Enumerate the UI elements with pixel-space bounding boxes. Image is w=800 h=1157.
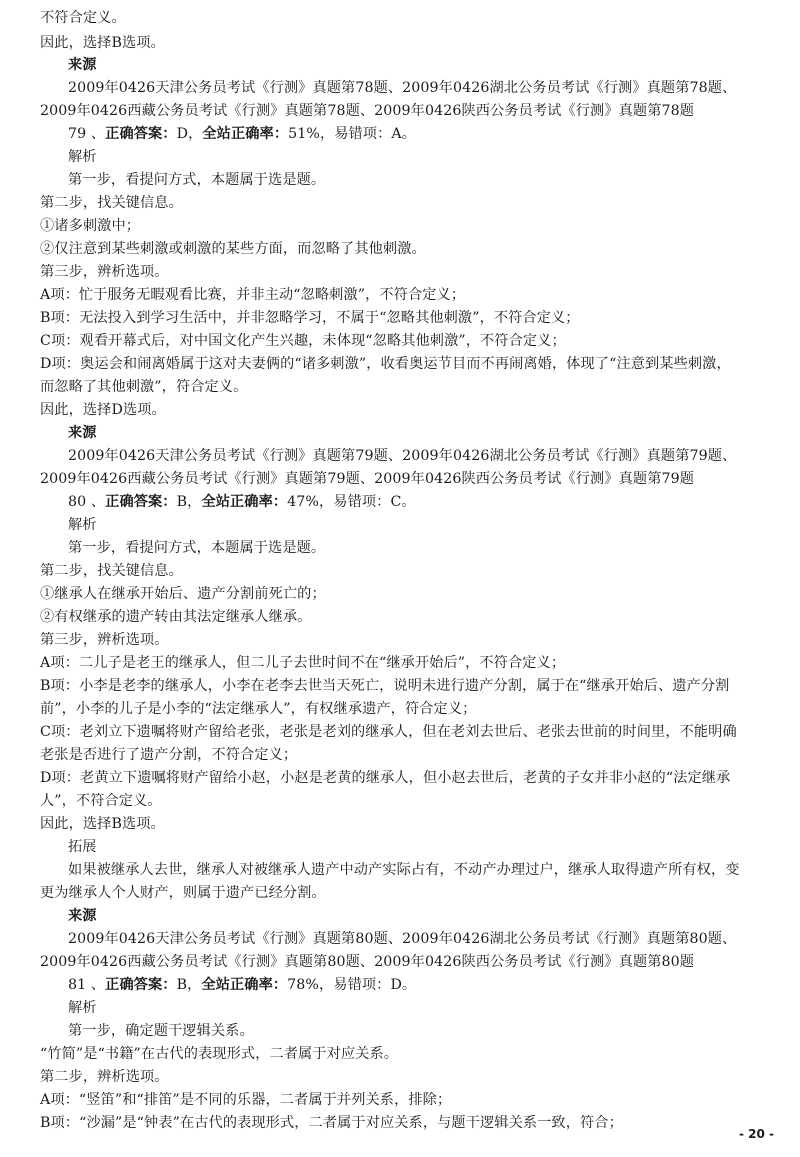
answer-label: 正确答案： (105, 126, 177, 142)
text-line: 来源 (68, 908, 97, 924)
text-line: 因此，选择B选项。 (40, 816, 165, 832)
text-line: A项：忙于服务无暇观看比赛，并非主动“忽略刺激”，不符合定义； (40, 287, 466, 303)
answer-line (68, 492, 416, 512)
answer-text: D， (176, 126, 203, 142)
text-line: 第三步，辨析选项。 (40, 264, 169, 280)
text-line: 前”，小李的儿子是小李的“法定继承人”，有权继承遗产，符合定义； (40, 701, 477, 717)
text-line: 解析 (68, 517, 97, 533)
text-line: 因此，选择D选项。 (40, 402, 166, 418)
text-line: 第二步，辨析选项。 (40, 1069, 169, 1085)
text-line: 第二步，找关键信息。 (40, 195, 183, 211)
text-line: 而忽略了其他刺激”，符合定义。 (40, 379, 248, 395)
page-number: - 20 - (738, 1127, 774, 1141)
answer-text: B， (176, 494, 202, 510)
answer-line (68, 975, 416, 995)
answer-text: 79 、 (68, 126, 106, 142)
text-line: C项：老刘立下遗嘱将财产留给老张，老张是老刘的继承人，但在老刘去世后、老张去世前的时间里，不能明确 (40, 724, 737, 740)
text-line: 来源 (68, 57, 97, 73)
text-line: 第一步，看提问方式，本题属于选是题。 (68, 172, 326, 188)
text-line: A项：“竖笛”和“排笛”是不同的乐器，二者属于并列关系，排除； (40, 1092, 452, 1108)
text-line: 2009年0426西藏公务员考试《行测》真题第78题、2009年0426陕西公务员考试《行测》真题第78题 (40, 103, 695, 119)
text-line: 更为继承人个人财产，则属于遗产已经分割。 (40, 885, 326, 901)
text-line: 2009年0426西藏公务员考试《行测》真题第79题、2009年0426陕西公务员考试《行测》真题第79题 (40, 471, 695, 487)
text-line: C项：观看开幕式后，对中国文化产生兴趣，未体现“忽略其他刺激”，不符合定义； (40, 333, 566, 349)
text-line: 第二步，找关键信息。 (40, 563, 183, 579)
text-line: 第三步，辨析选项。 (40, 632, 169, 648)
answer-label: 全站正确率： (201, 494, 288, 510)
text-line: 老张是否进行了遗产分割，不符合定义； (40, 747, 298, 763)
text-line: 解析 (68, 149, 97, 165)
text-line: 如果被继承人去世，继承人对被继承人遗产中动产实际占有，不动产办理过户，继承人取得遗产所有权，变 (68, 862, 740, 878)
text-line: 2009年0426天津公务员考试《行测》真题第79题、2009年0426湖北公务员考试《行测》真题第79题、 (68, 448, 737, 464)
text-line: ①继承人在继承开始后、遗产分割前死亡的； (40, 586, 326, 602)
text-line: 第一步，看提问方式，本题属于选是题。 (68, 540, 326, 556)
answer-text: B， (176, 977, 202, 993)
answer-label: 正确答案： (105, 977, 177, 993)
answer-label: 全站正确率： (202, 126, 289, 142)
text-line: 第一步，确定题干逻辑关系。 (68, 1023, 254, 1039)
text-line: A项：二儿子是老王的继承人，但二儿子去世时间不在“继承开始后”，不符合定义； (40, 655, 566, 671)
text-line: 解析 (68, 1000, 97, 1016)
answer-text: 51%，易错项：A。 (288, 126, 417, 142)
text-line: B项：小李是老李的继承人，小李在老李去世当天死亡，说明未进行遗产分割，属于在“继承开始后、遗产分割 (40, 678, 730, 694)
text-line: ②仅注意到某些刺激或刺激的某些方面，而忽略了其他刺激。 (40, 241, 426, 257)
text-line: B项：“沙漏”是“钟表”在古代的表现形式，二者属于对应关系，与题干逻辑关系一致，符合； (40, 1115, 623, 1131)
answer-text: 81 、 (68, 977, 106, 993)
text-line: ②有权继承的遗产转由其法定继承人继承。 (40, 609, 312, 625)
text-line: “竹简”是“书籍”在古代的表现形式，二者属于对应关系。 (40, 1046, 399, 1062)
answer-text: 47%，易错项：C。 (287, 494, 416, 510)
answer-label: 正确答案： (105, 494, 177, 510)
answer-text: 80 、 (68, 494, 106, 510)
text-line: 不符合定义。 (40, 10, 126, 26)
answer-label: 全站正确率： (201, 977, 288, 993)
text-line: 2009年0426西藏公务员考试《行测》真题第80题、2009年0426陕西公务员考试《行测》真题第80题 (40, 954, 695, 970)
text-line: D项：奥运会和闹离婚属于这对夫妻俩的“诸多刺激”，收看奥运节目而不再闹离婚，体现了“注意到某些刺激， (40, 356, 731, 372)
text-line: 因此，选择B选项。 (40, 35, 165, 51)
answer-line (68, 124, 416, 144)
text-line: 拓展 (68, 839, 97, 855)
answer-text: 78%，易错项：D。 (287, 977, 417, 993)
text-line: 2009年0426天津公务员考试《行测》真题第80题、2009年0426湖北公务员考试《行测》真题第80题、 (68, 931, 737, 947)
text-line: 2009年0426天津公务员考试《行测》真题第78题、2009年0426湖北公务员考试《行测》真题第78题、 (68, 80, 737, 96)
text-line: D项：老黄立下遗嘱将财产留给小赵，小赵是老黄的继承人，但小赵去世后，老黄的子女并非小赵的“法定继承 (40, 770, 731, 786)
text-line: B项：无法投入到学习生活中，并非忽略学习，不属于“忽略其他刺激”，不符合定义； (40, 310, 580, 326)
text-line: 人”，不符合定义。 (40, 793, 162, 809)
text-line: 来源 (68, 425, 97, 441)
text-line: ①诸多刺激中； (40, 218, 141, 234)
